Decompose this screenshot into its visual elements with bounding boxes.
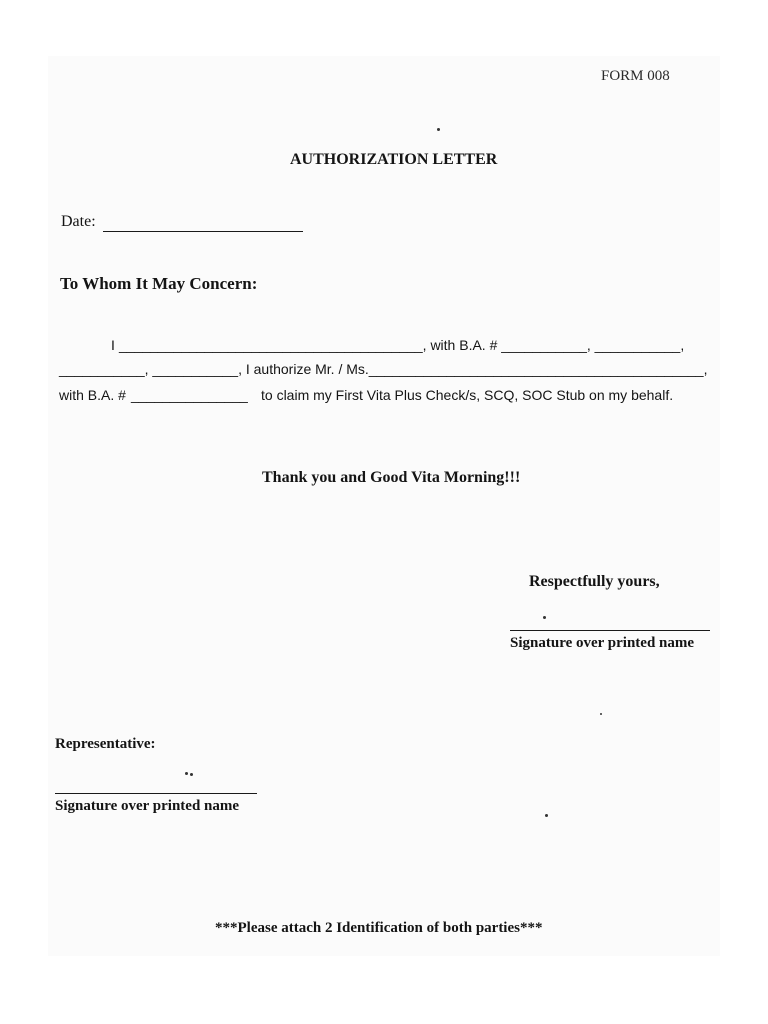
document-title: AUTHORIZATION LETTER <box>290 151 498 168</box>
signoff: Respectfully yours, <box>529 573 660 590</box>
scan-speck <box>600 713 602 715</box>
salutation: To Whom It May Concern: <box>60 274 258 293</box>
body-line-3-prefix: with B.A. # <box>59 387 126 403</box>
scan-speck <box>437 128 440 131</box>
representative-label: Representative: <box>55 736 156 752</box>
document-page <box>48 56 720 956</box>
closing-line: Thank you and Good Vita Morning!!! <box>262 469 521 486</box>
body-line-1-prefix: I <box>111 337 115 353</box>
representative-caption: Signature over printed name <box>55 798 240 814</box>
scan-speck <box>185 772 188 775</box>
footer-note: ***Please attach 2 Identification of both parties*** <box>215 920 543 936</box>
scan-speck <box>190 773 193 776</box>
body-line-1: _______________________________________, with B.A. # ___________, ___________, <box>119 337 685 353</box>
signatory-signature-line <box>510 630 710 631</box>
scan-speck <box>545 814 548 817</box>
scan-speck <box>543 616 546 619</box>
signatory-caption: Signature over printed name <box>510 635 695 651</box>
body-line-2: ___________, ___________, I authorize Mr. / Ms.___________________________________________, <box>59 361 708 377</box>
body-line-3-text: to claim my First Vita Plus Check/s, SCQ, SOC Stub on my behalf. <box>261 387 674 403</box>
date-label: Date: <box>61 213 96 230</box>
body-line-3-blank: _______________ <box>131 387 248 403</box>
date-blank-line <box>103 231 303 232</box>
form-number: FORM 008 <box>601 68 670 84</box>
representative-signature-line <box>55 793 257 794</box>
